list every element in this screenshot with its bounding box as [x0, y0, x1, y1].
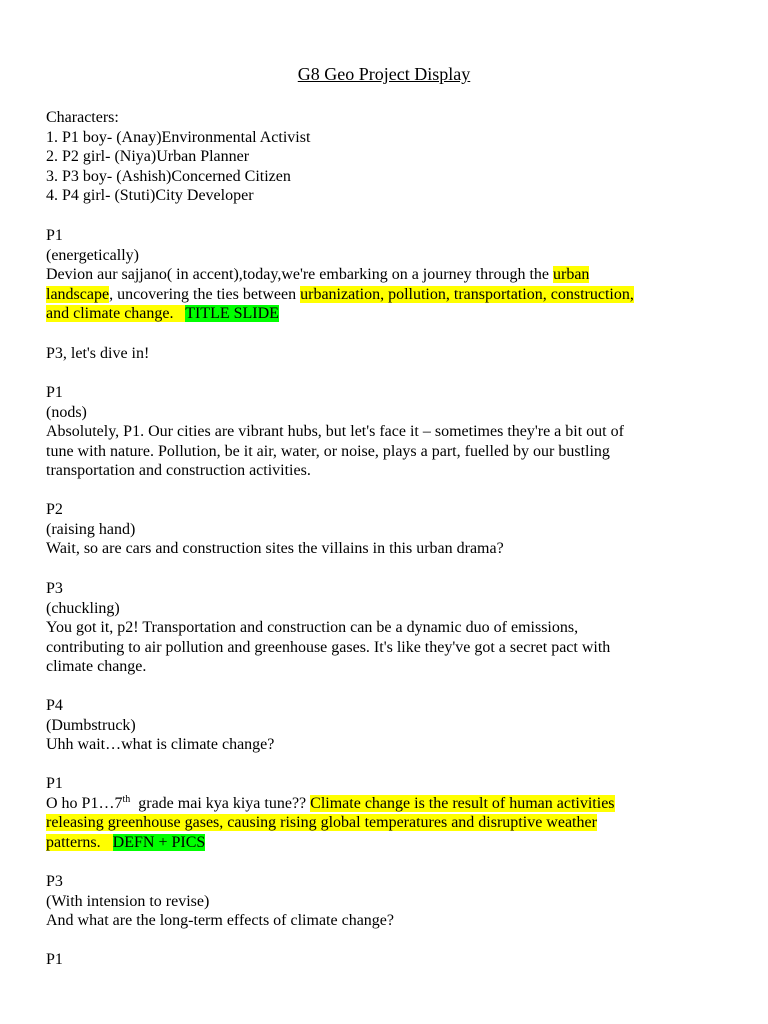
document-title: G8 Geo Project Display — [297, 64, 471, 84]
stage-direction: (With intension to revise) — [46, 892, 210, 910]
speaker-label: P3 — [46, 580, 63, 597]
characters-section — [46, 108, 722, 206]
dialogue-block-4 — [46, 500, 722, 559]
character-item: 2. P2 girl- (Niya)Urban Planner — [46, 148, 250, 166]
yellow-highlight: urbanization, pollution, transportation, construction, — [300, 285, 634, 303]
dialogue-line: climate change. — [46, 658, 147, 676]
speaker-label: P1 — [46, 775, 63, 792]
yellow-highlight: landscape — [46, 285, 110, 303]
slide-tag-green: TITLE SLIDE — [185, 305, 279, 323]
character-item: 1. P1 boy- (Anay)Environmental Activist — [46, 128, 311, 146]
yellow-highlight: and climate change. — [46, 305, 186, 323]
dialogue-line: P3, let's dive in! — [46, 345, 150, 362]
speaker-label: P1 — [46, 384, 63, 401]
yellow-highlight: patterns. — [46, 833, 113, 851]
character-item: 3. P3 boy- (Ashish)Concerned Citizen — [46, 167, 291, 185]
dialogue-line — [46, 265, 722, 285]
dialogue-line — [46, 285, 722, 305]
dialogue-block-6 — [46, 696, 722, 755]
characters-heading: Characters: — [46, 109, 119, 126]
dialogue-text: Devion aur sajjano( in accent),today,we're embarking on a journey through the — [46, 266, 553, 284]
dialogue-block-7 — [46, 774, 722, 852]
dialogue-block-5 — [46, 579, 722, 677]
stage-direction: (Dumbstruck) — [46, 716, 136, 734]
speaker-label: P1 — [46, 227, 63, 244]
dialogue-line — [46, 794, 722, 814]
speaker-label: P3 — [46, 873, 63, 890]
dialogue-text: , uncovering the ties between — [109, 285, 301, 303]
dialogue-line — [46, 304, 722, 324]
stage-direction: (chuckling) — [46, 599, 120, 617]
dialogue-line: And what are the long-term effects of climate change? — [46, 912, 394, 930]
dialogue-block-1 — [46, 226, 722, 324]
ordinal-superscript: th — [122, 793, 131, 805]
dialogue-line: Wait, so are cars and construction sites the villains in this urban drama? — [46, 540, 504, 558]
dialogue-block-8 — [46, 872, 722, 931]
dialogue-block-2 — [46, 344, 722, 364]
dialogue-line — [46, 813, 722, 833]
stage-direction: (nods) — [46, 403, 87, 421]
dialogue-line: Uhh wait…what is climate change? — [46, 736, 275, 754]
speaker-label: P4 — [46, 697, 63, 714]
dialogue-block-9 — [46, 950, 722, 970]
stage-direction: (energetically) — [46, 246, 139, 264]
stage-direction: (raising hand) — [46, 520, 136, 538]
dialogue-line: You got it, p2! Transportation and construction can be a dynamic duo of emissions, — [46, 619, 579, 637]
dialogue-block-3 — [46, 383, 722, 481]
dialogue-text: grade mai kya kiya tune?? — [130, 794, 311, 812]
yellow-highlight: urban — [553, 266, 590, 284]
speaker-label: P2 — [46, 501, 63, 518]
dialogue-line: Absolutely, P1. Our cities are vibrant hubs, but let's face it – sometimes they're a bit out of — [46, 423, 624, 441]
dialogue-line — [46, 833, 722, 853]
dialogue-line: contributing to air pollution and greenhouse gases. It's like they've got a secret pact with — [46, 638, 611, 656]
character-item: 4. P4 girl- (Stuti)City Developer — [46, 187, 254, 205]
yellow-highlight: Climate change is the result of human activities — [310, 794, 615, 812]
slide-tag-green: DEFN + PICS — [112, 833, 206, 851]
dialogue-text: O ho P1…7 — [46, 794, 123, 812]
speaker-label: P1 — [46, 951, 63, 968]
yellow-highlight: releasing greenhouse gases, causing rising global temperatures and disruptive weather — [46, 814, 597, 832]
dialogue-line: transportation and construction activities. — [46, 462, 311, 480]
dialogue-line: tune with nature. Pollution, be it air, water, or noise, plays a part, fuelled by our bustling — [46, 442, 610, 460]
